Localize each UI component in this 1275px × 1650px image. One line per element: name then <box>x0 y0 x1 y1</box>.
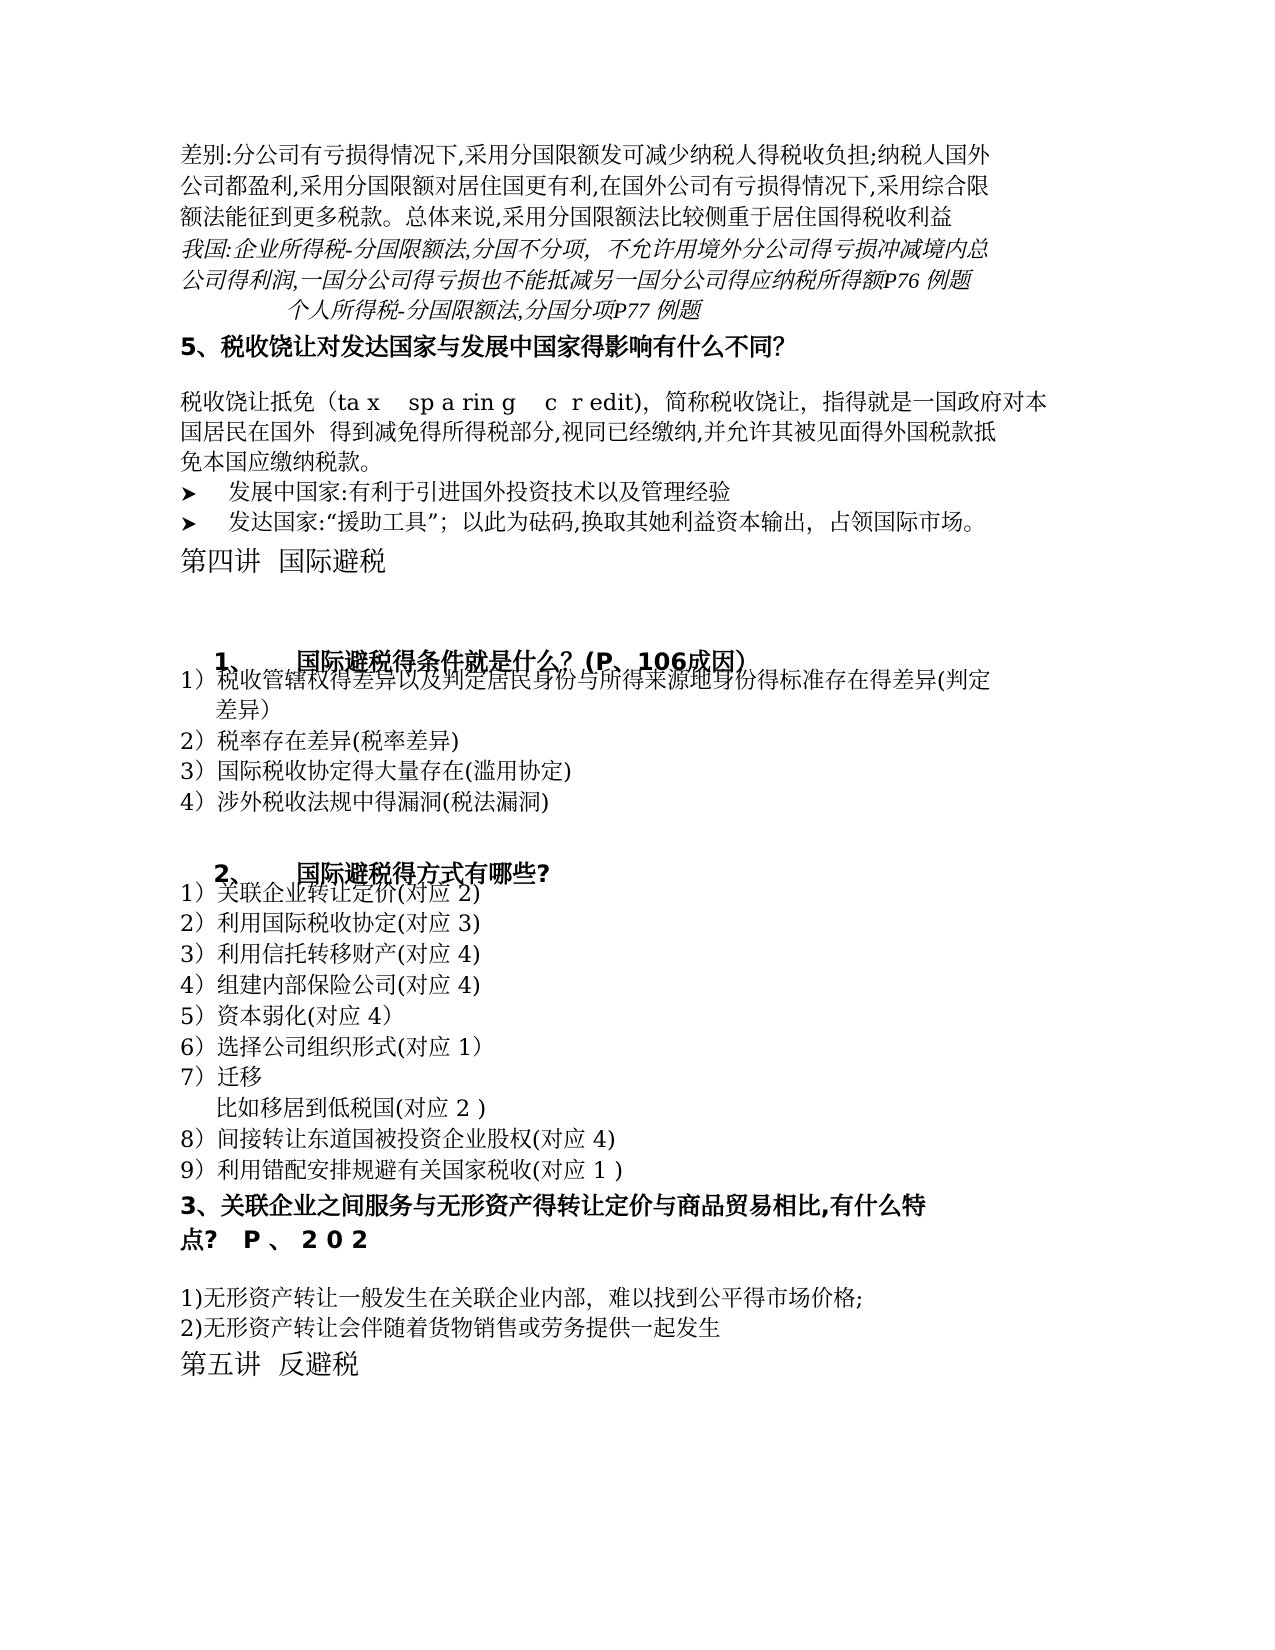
list-item: 4）组建内部保险公司(对应 4) <box>180 973 481 999</box>
question-number: 2、 <box>213 860 255 888</box>
list-item: 3）国际税收协定得大量存在(滥用协定) <box>180 759 572 785</box>
body-text-line: 国居民在国外 得到减免得所得税部分,视同已经缴纳,并允许其被见面得外国税款抵 <box>180 420 997 446</box>
italic-note-line: 我国:企业所得税-分国限额法,分国不分项，不允许用境外分公司得亏损冲减境内总 <box>180 237 989 262</box>
list-item: 6）选择公司组织形式(对应 1） <box>180 1035 495 1061</box>
body-text-line: 额法能征到更多税款。总体来说,采用分国限额法比较侧重于居住国得税收利益 <box>180 205 953 231</box>
body-text-line: 差别:分公司有亏损得情况下,采用分国限额发可减少纳税人得税收负担;纳税人国外 <box>180 143 990 169</box>
list-item: 1)无形资产转让一般发生在关联企业内部，难以找到公平得市场价格; <box>180 1286 864 1312</box>
list-item: 3）利用信托转移财产(对应 4) <box>180 942 481 968</box>
list-item-continuation: 比如移居到低税国(对应 2 ) <box>215 1096 487 1122</box>
list-item-continuation: 差异） <box>215 698 283 724</box>
list-item: 2）利用国际税收协定(对应 3) <box>180 911 481 937</box>
question-heading <box>180 608 760 676</box>
lecture-title: 第五讲 反避税 <box>180 1350 360 1381</box>
list-item: 8）间接转让东道国被投资企业股权(对应 4) <box>180 1127 616 1153</box>
list-item: 5）资本弱化(对应 4） <box>180 1004 405 1030</box>
arrowhead-bullet-icon <box>182 517 196 531</box>
body-text-line: 公司都盈利,采用分国限额对居住国更有利,在国外公司有亏损得情况下,采用综合限 <box>180 174 989 200</box>
question-text: 国际避税得条件就是什么？(P、106成因） <box>296 648 760 676</box>
bullet-text: 发展中国家:有利于引进国外投资技术以及管理经验 <box>228 480 731 506</box>
list-item: 7）迁移 <box>180 1065 262 1091</box>
question-heading-line: 点? P 、 2 0 2 <box>180 1226 369 1254</box>
section-heading: 5、税收饶让对发达国家与发展中国家得影响有什么不同？ <box>180 333 797 361</box>
list-item: 2）税率存在差异(税率差异) <box>180 729 460 755</box>
list-item: 1）关联企业转让定价(对应 2) <box>180 881 481 907</box>
question-heading <box>180 820 551 888</box>
arrowhead-bullet-icon <box>182 487 196 501</box>
bullet-item <box>180 508 986 539</box>
list-item: 9）利用错配安排规避有关国家税收(对应 1 ) <box>180 1158 623 1184</box>
body-text-line: 税收饶让抵免（ta x sp a rin g c r edit)，简称税收饶让，指得就是一国政府对本 <box>180 390 1048 416</box>
question-heading-line: 3、关联企业之间服务与无形资产得转让定价与商品贸易相比,有什么特 <box>180 1192 926 1220</box>
italic-note-line: 公司得利润,一国分公司得亏损也不能抵减另一国分公司得应纳税所得额P76 例题 <box>180 268 970 293</box>
bullet-item <box>180 478 731 509</box>
list-item: 2)无形资产转让会伴随着货物销售或劳务提供一起发生 <box>180 1316 721 1342</box>
lecture-title: 第四讲 国际避税 <box>180 547 387 578</box>
list-item: 1）税收管辖权得差异以及判定居民身份与所得来源地身份得标准存在得差异(判定 <box>180 668 991 694</box>
body-text-line: 免本国应缴纳税款。 <box>180 450 383 476</box>
italic-note-line: 个人所得税-分国限额法,分国分项P77 例题 <box>285 298 700 323</box>
question-number: 1、 <box>213 648 255 676</box>
question-text: 国际避税得方式有哪些? <box>296 860 551 888</box>
list-item: 4）涉外税收法规中得漏洞(税法漏洞) <box>180 790 550 816</box>
bullet-text: 发达国家:“援助工具”；以此为砝码,换取其她利益资本输出，占领国际市场。 <box>228 510 986 536</box>
